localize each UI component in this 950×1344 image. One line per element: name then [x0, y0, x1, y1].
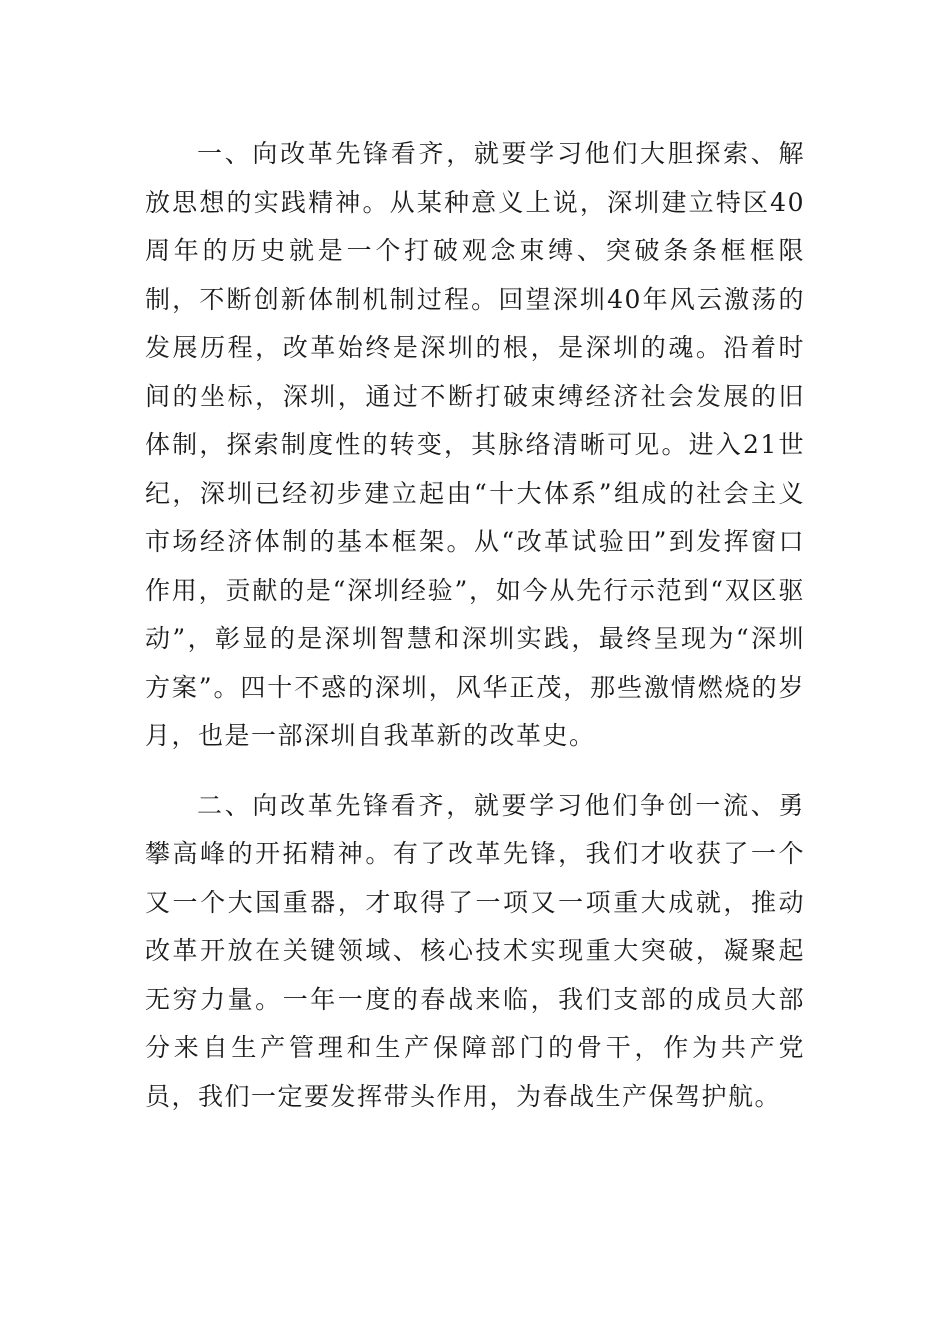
- paragraph-2: 二、向改革先锋看齐，就要学习他们争创一流、勇攀高峰的开拓精神。有了改革先锋，我们才收获了一个又一个大国重器，才取得了一项又一项重大成就，推动改革开放在关键领域、核心技术实现重大突破，凝聚起无穷力量。一年一度的春战来临，我们支部的成员大部分来自生产管理和生产保障部门的骨干，作为共产党员，我们一定要发挥带头作用，为春战生产保驾护航。: [145, 790, 805, 1111]
- document-body: [145, 130, 805, 1121]
- paragraph-1: 一、向改革先锋看齐，就要学习他们大胆探索、解放思想的实践精神。从某种意义上说，深圳建立特区40周年的历史就是一个打破观念束缚、突破条条框框限制，不断创新体制机制过程。回望深圳40年风云激荡的发展历程，改革始终是深圳的根，是深圳的魂。沿着时间的坐标，深圳，通过不断打破束缚经济社会发展的旧体制，探索制度性的转变，其脉络清晰可见。进入21世纪，深圳已经初步建立起由“十大体系”组成的社会主义市场经济体制的基本框架。从“改革试验田”到发挥窗口作用，贡献的是“深圳经验”，如今从先行示范到“双区驱动”，彰显的是深圳智慧和深圳实践，最终呈现为“深圳方案”。四十不惑的深圳，风华正茂，那些激情燃烧的岁月，也是一部深圳自我革新的改革史。: [145, 139, 805, 750]
